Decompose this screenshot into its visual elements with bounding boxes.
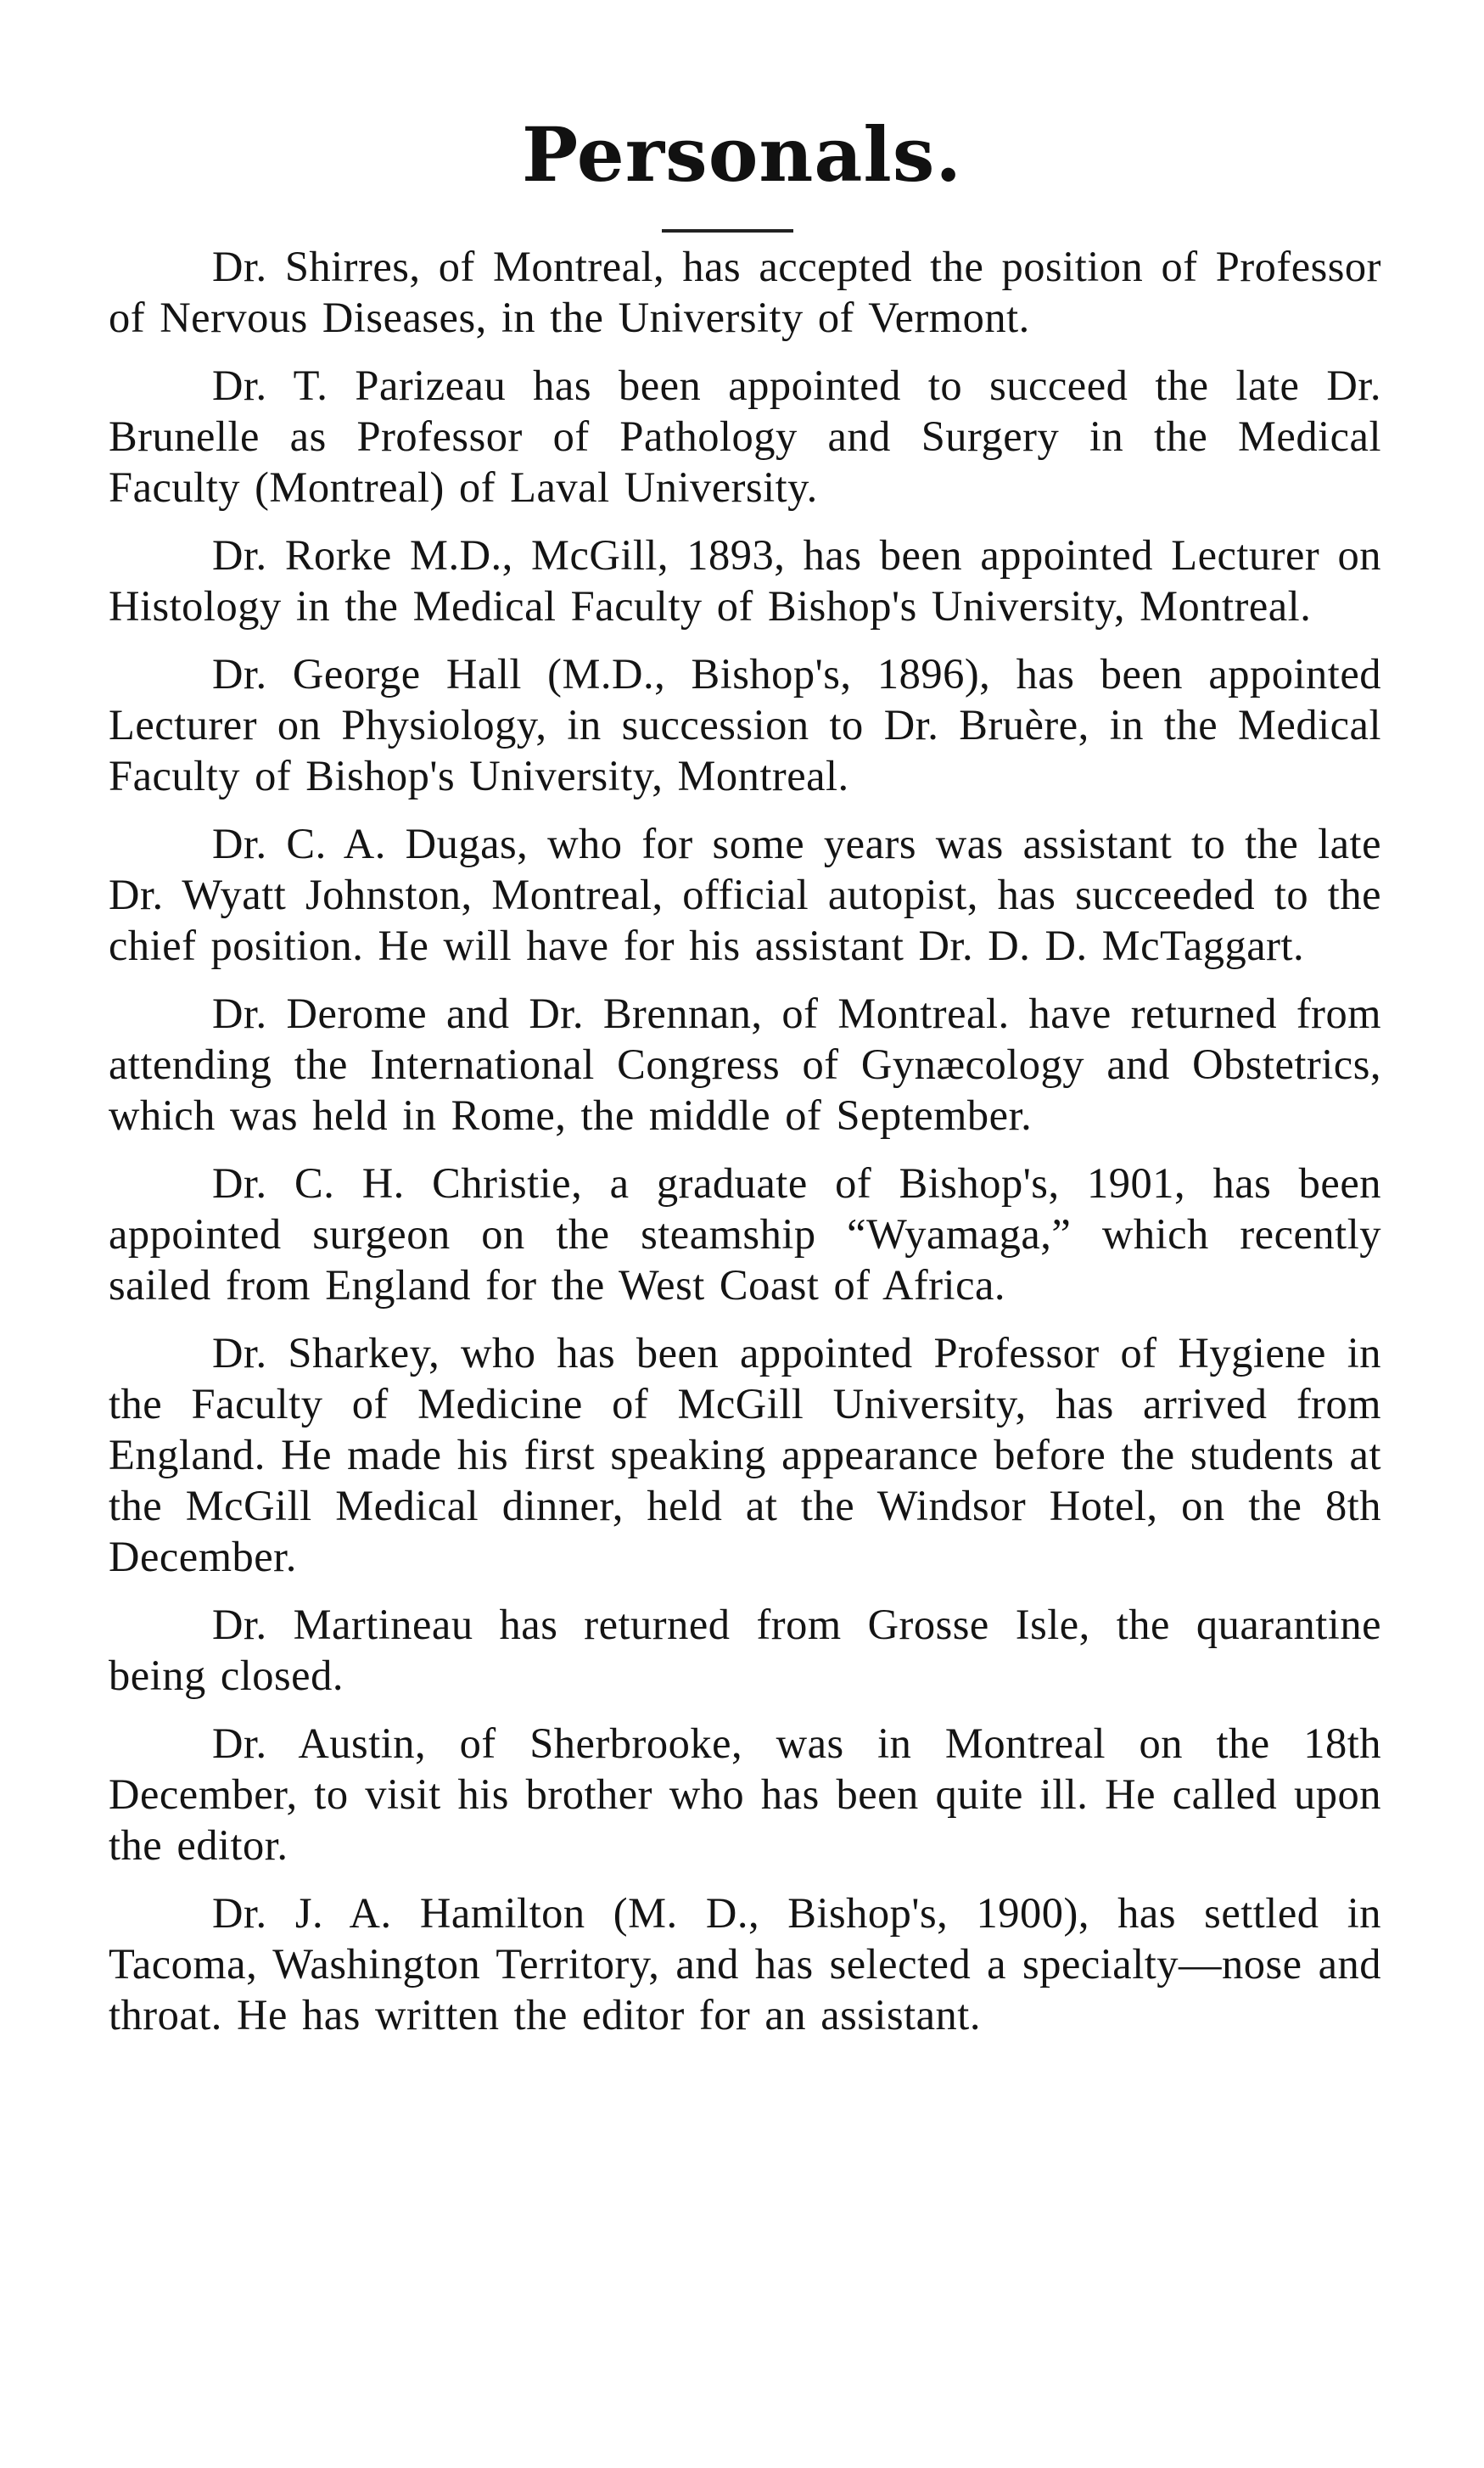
paragraph: Dr. Rorke M.D., McGill, 1893, has been appointed Lecturer on Histology in the Medical Faculty of Bishop's University, Montreal.	[109, 531, 1381, 630]
paragraph: Dr. Sharkey, who has been appointed Professor of Hygiene in the Faculty of Medicine of McGill University, has arrived from England. He made his first speaking appearance before the students at the McGill Medical dinner, held at the Windsor Hotel, on the 8th December.	[109, 1329, 1381, 1580]
paragraph: Dr. C. H. Christie, a graduate of Bishop's, 1901, has been appointed surgeon on the steamship “Wyamaga,” which recently sailed from England for the West Coast of Africa.	[109, 1159, 1381, 1309]
article-body	[109, 241, 1381, 2057]
title-rule	[662, 229, 793, 233]
paragraph: Dr. Derome and Dr. Brennan, of Montreal. have returned from attending the International Congress of Gynæcology and Obstetrics, which was held in Rome, the middle of September.	[109, 990, 1381, 1139]
paragraph: Dr. Shirres, of Montreal, has accepted the position of Professor of Nervous Diseases, in the University of Vermont.	[109, 243, 1381, 341]
paragraph: Dr. Martineau has returned from Grosse Isle, the quarantine being closed.	[109, 1601, 1381, 1699]
paragraph: Dr. C. A. Dugas, who for some years was assistant to the late Dr. Wyatt Johnston, Montreal, official autopist, has succeeded to the chief position. He will have for his assistant Dr. D. D. McTaggart.	[109, 820, 1381, 969]
paragraph: Dr. T. Parizeau has been appointed to succeed the late Dr. Brunelle as Professor of Pathology and Surgery in the Medical Faculty (Montreal) of Laval University.	[109, 362, 1381, 511]
paragraph: Dr. George Hall (M.D., Bishop's, 1896), has been appointed Lecturer on Physiology, in succession to Dr. Bruère, in the Medical Faculty of Bishop's University, Montreal.	[109, 650, 1381, 799]
page-title: Personals.	[521, 110, 962, 199]
paragraph: Dr. J. A. Hamilton (M. D., Bishop's, 1900), has settled in Tacoma, Washington Territory, and has selected a specialty—nose and throat. He has written the editor for an assistant.	[109, 1889, 1381, 2039]
paragraph: Dr. Austin, of Sherbrooke, was in Montreal on the 18th December, to visit his brother who has been quite ill. He called upon the editor.	[109, 1719, 1381, 1869]
